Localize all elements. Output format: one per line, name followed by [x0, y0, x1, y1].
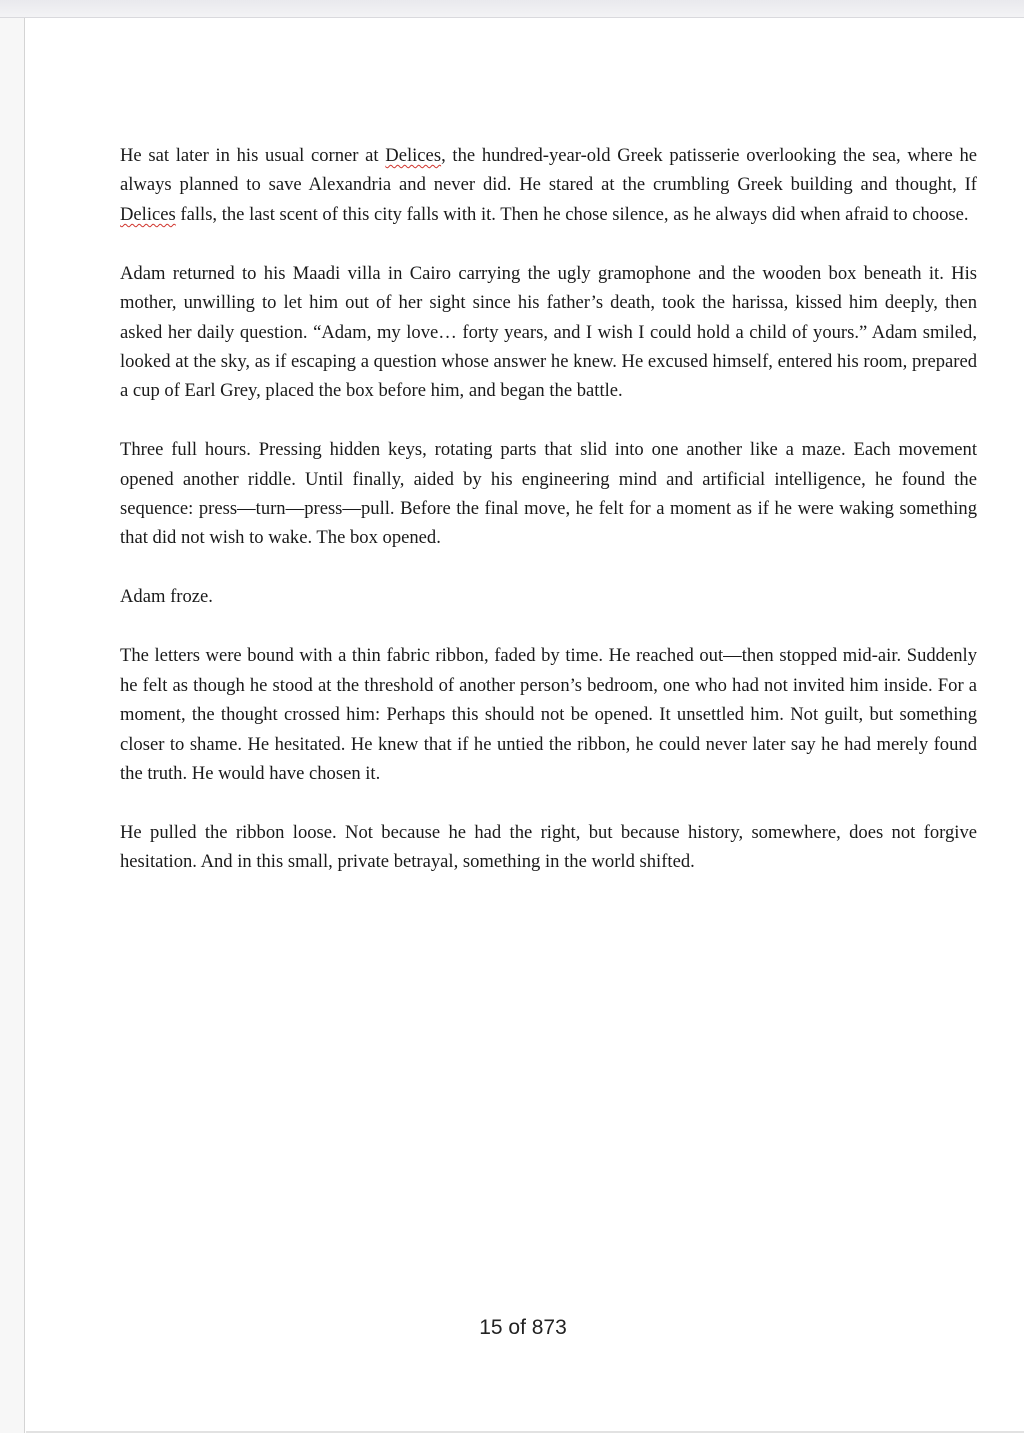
- paragraph-4: [120, 582, 977, 611]
- viewer-top-bar: [0, 0, 1024, 18]
- text-run: Adam froze.: [120, 586, 213, 608]
- text-run: , the hundred-year-old Greek patisserie overlooking the sea, where he always planned to save Alexandria and never did. He stared at the crumbling Greek building and thought, If: [120, 145, 977, 196]
- text-run: The letters were bound with a thin fabric ribbon, faded by time. He reached out—then stopped mid-air. Suddenly he felt as though he stood at the threshold of another person’s bedroom, one who had not invited him inside. For a moment, the thought crossed him: Perhaps this should not be opened. It unsettled him. Not guilt, but something closer to shame. He hesitated. He knew that if he untied the ribbon, he could never later say he had merely found the truth. He would have chosen it.: [120, 645, 977, 784]
- paragraph-3: [120, 435, 977, 553]
- paragraph-2: [120, 259, 977, 406]
- text-run: falls, the last scent of this city falls with it. Then he chose silence, as he always did when afraid to choose.: [175, 203, 969, 225]
- text-run: He sat later in his usual corner at: [120, 145, 386, 166]
- viewer-left-gutter: [0, 18, 25, 1433]
- paragraph-5: [120, 641, 977, 788]
- misspelled-word[interactable]: Delices: [385, 145, 442, 166]
- page-indicator: 15 of 873: [479, 1316, 567, 1339]
- document-body: [120, 141, 977, 906]
- text-run: He pulled the ribbon loose. Not because he had the right, but because history, somewhere, does not forgive hesitation. And in this small, private betrayal, something in the world shifted.: [120, 821, 977, 873]
- text-run: Three full hours. Pressing hidden keys, rotating parts that slid into one another like a maze. Each movement opened another riddle. Until finally, aided by his engineering mind and artificial intelligence, he found the sequence: press—turn—press—pull. Before the final move, he felt for a moment as if he were waking something that did not wish to wake. The box opened.: [120, 439, 977, 549]
- misspelled-word[interactable]: Delices: [120, 203, 176, 225]
- paragraph-1: [120, 141, 977, 229]
- paragraph-6: [120, 818, 977, 877]
- text-run: Adam returned to his Maadi villa in Cairo carrying the ugly gramophone and the wooden box beneath it. His mother, unwilling to let him out of her sight since his father’s death, took the harissa, kissed him deeply, then asked her daily question. “Adam, my love… forty years, and I wish I could hold a child of yours.” Adam smiled, looked at the sky, as if escaping a question whose answer he knew. He excused himself, entered his room, prepared a cup of Earl Grey, placed the box before him, and began the battle.: [120, 262, 977, 402]
- document-page: [26, 19, 1024, 1433]
